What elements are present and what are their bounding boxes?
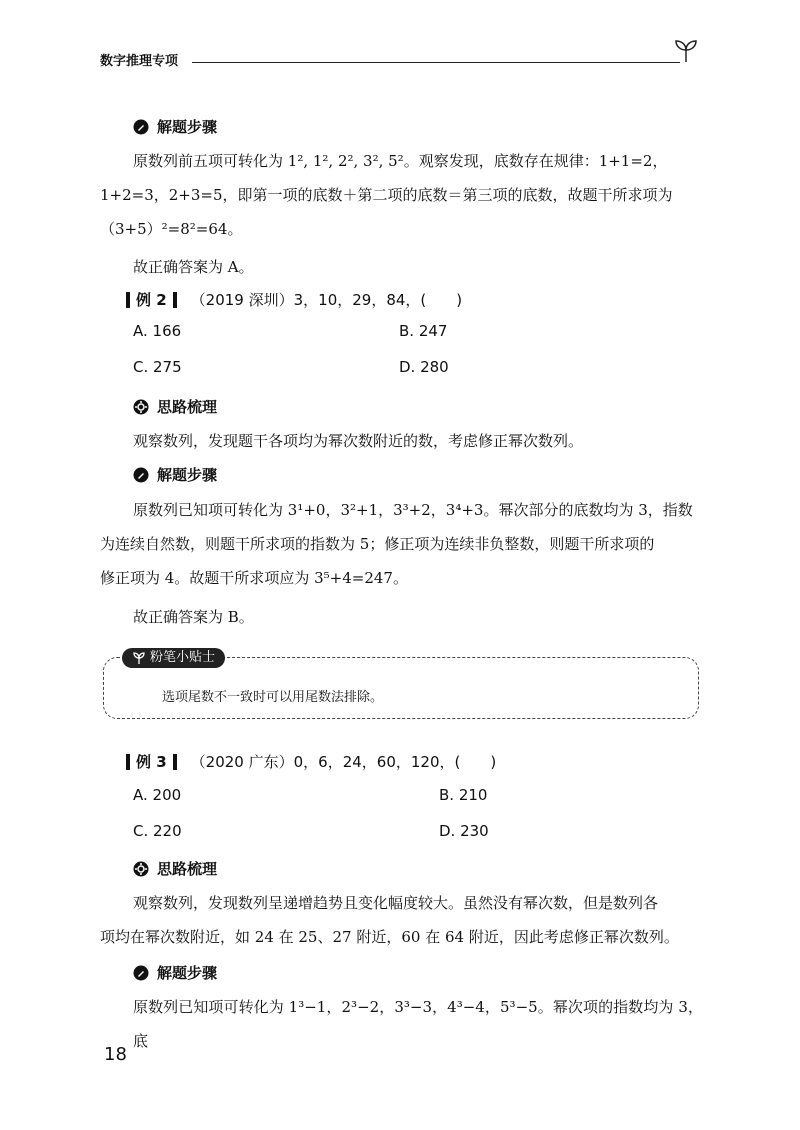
pencil-circle-icon xyxy=(133,965,149,981)
sprout-icon xyxy=(672,36,700,64)
steps-heading-3 xyxy=(133,962,703,984)
option-b: B. 247 xyxy=(399,322,448,340)
example-label: 例 3 xyxy=(136,753,167,771)
heading-text: 思路梳理 xyxy=(157,860,218,878)
sprout-icon xyxy=(132,651,146,665)
header-title: 数字推理专项 xyxy=(100,54,179,69)
example-2-header xyxy=(126,288,696,312)
section-heading xyxy=(133,116,703,138)
text-line: 原数列已知项可转化为 3¹+0，3²+1，3³+2，3⁴+3。幂次部分的底数均为 3，指数 xyxy=(133,501,693,519)
bar-mark xyxy=(173,292,177,308)
option-b: B. 210 xyxy=(439,786,488,804)
paragraph xyxy=(100,527,703,561)
pencil-circle-icon xyxy=(133,119,149,135)
paragraph xyxy=(133,144,699,178)
option-a: A. 166 xyxy=(133,322,182,340)
bar-mark xyxy=(126,754,130,770)
text-line: （3+5）²=8²=64。 xyxy=(100,220,243,238)
text-line: 原数列已知项可转化为 1³−1，2³−2，3³−3，4³−4，5³−5。幂次项的指数均为 3，底 xyxy=(133,998,703,1050)
example-3-header xyxy=(126,750,696,774)
gear-icon xyxy=(133,861,149,877)
paragraph xyxy=(133,886,703,920)
text-line: 项均在幂次数附近，如 24 在 25、27 附近，60 在 64 附近，因此考虑修正幂次数列。 xyxy=(100,928,679,946)
paragraph xyxy=(133,493,703,527)
gear-icon xyxy=(133,399,149,415)
option-d: D. 280 xyxy=(399,358,449,376)
option-d: D. 230 xyxy=(439,822,489,840)
answer-text: 故正确答案为 B。 xyxy=(133,608,254,626)
steps-heading-2 xyxy=(133,464,703,486)
text-line: 修正项为 4。故题干所求项应为 3⁵+4=247。 xyxy=(100,569,408,587)
header-rule xyxy=(192,62,680,63)
paragraph xyxy=(100,178,703,212)
paragraph xyxy=(100,561,703,595)
text-line: 观察数列，发现数列呈递增趋势且变化幅度较大。虽然没有幂次数，但是数列各 xyxy=(133,894,659,912)
answer-text: 故正确答案为 A。 xyxy=(133,258,254,276)
heading-text: 思路梳理 xyxy=(157,398,218,416)
answer-line xyxy=(133,600,703,634)
solution-steps-1 xyxy=(133,116,703,138)
tip-tag xyxy=(122,648,225,668)
tip-box xyxy=(103,650,699,719)
tip-text: 选项尾数不一致时可以用尾数法排除。 xyxy=(162,690,384,705)
page-number: 18 xyxy=(104,1044,127,1065)
text-line: 观察数列，发现题干各项均为幂次数附近的数，考虑修正幂次数列。 xyxy=(133,432,584,450)
option-a: A. 200 xyxy=(133,786,182,804)
paragraph xyxy=(100,212,703,246)
bar-mark xyxy=(173,754,177,770)
page-header xyxy=(100,42,700,72)
example-stem: （2019 深圳）3，10，29，84，( ) xyxy=(190,291,463,309)
heading-text: 解题步骤 xyxy=(157,118,218,136)
idea-heading-2 xyxy=(133,396,703,418)
option-c: C. 275 xyxy=(133,358,182,376)
heading-text: 解题步骤 xyxy=(157,466,218,484)
example-label: 例 2 xyxy=(136,291,167,309)
paragraph xyxy=(133,990,703,1058)
option-c: C. 220 xyxy=(133,822,182,840)
bar-mark xyxy=(126,292,130,308)
example-stem: （2020 广东）0，6，24，60，120，( ) xyxy=(190,753,497,771)
paragraph xyxy=(100,920,703,954)
text-line: 原数列前五项可转化为 1², 1², 2², 3², 5²。观察发现，底数存在规律：1+1=2， xyxy=(133,152,668,170)
answer-line xyxy=(133,250,703,284)
heading-text: 解题步骤 xyxy=(157,964,218,982)
pencil-circle-icon xyxy=(133,467,149,483)
text-line: 1+2=3，2+3=5，即第一项的底数＋第二项的底数＝第三项的底数，故题干所求项为 xyxy=(100,186,673,204)
text-line: 为连续自然数，则题干所求项的指数为 5；修正项为连续非负整数，则题干所求项的 xyxy=(100,535,655,553)
idea-heading-3 xyxy=(133,858,703,880)
paragraph xyxy=(133,424,703,458)
tip-label: 粉笔小贴士 xyxy=(150,650,216,665)
